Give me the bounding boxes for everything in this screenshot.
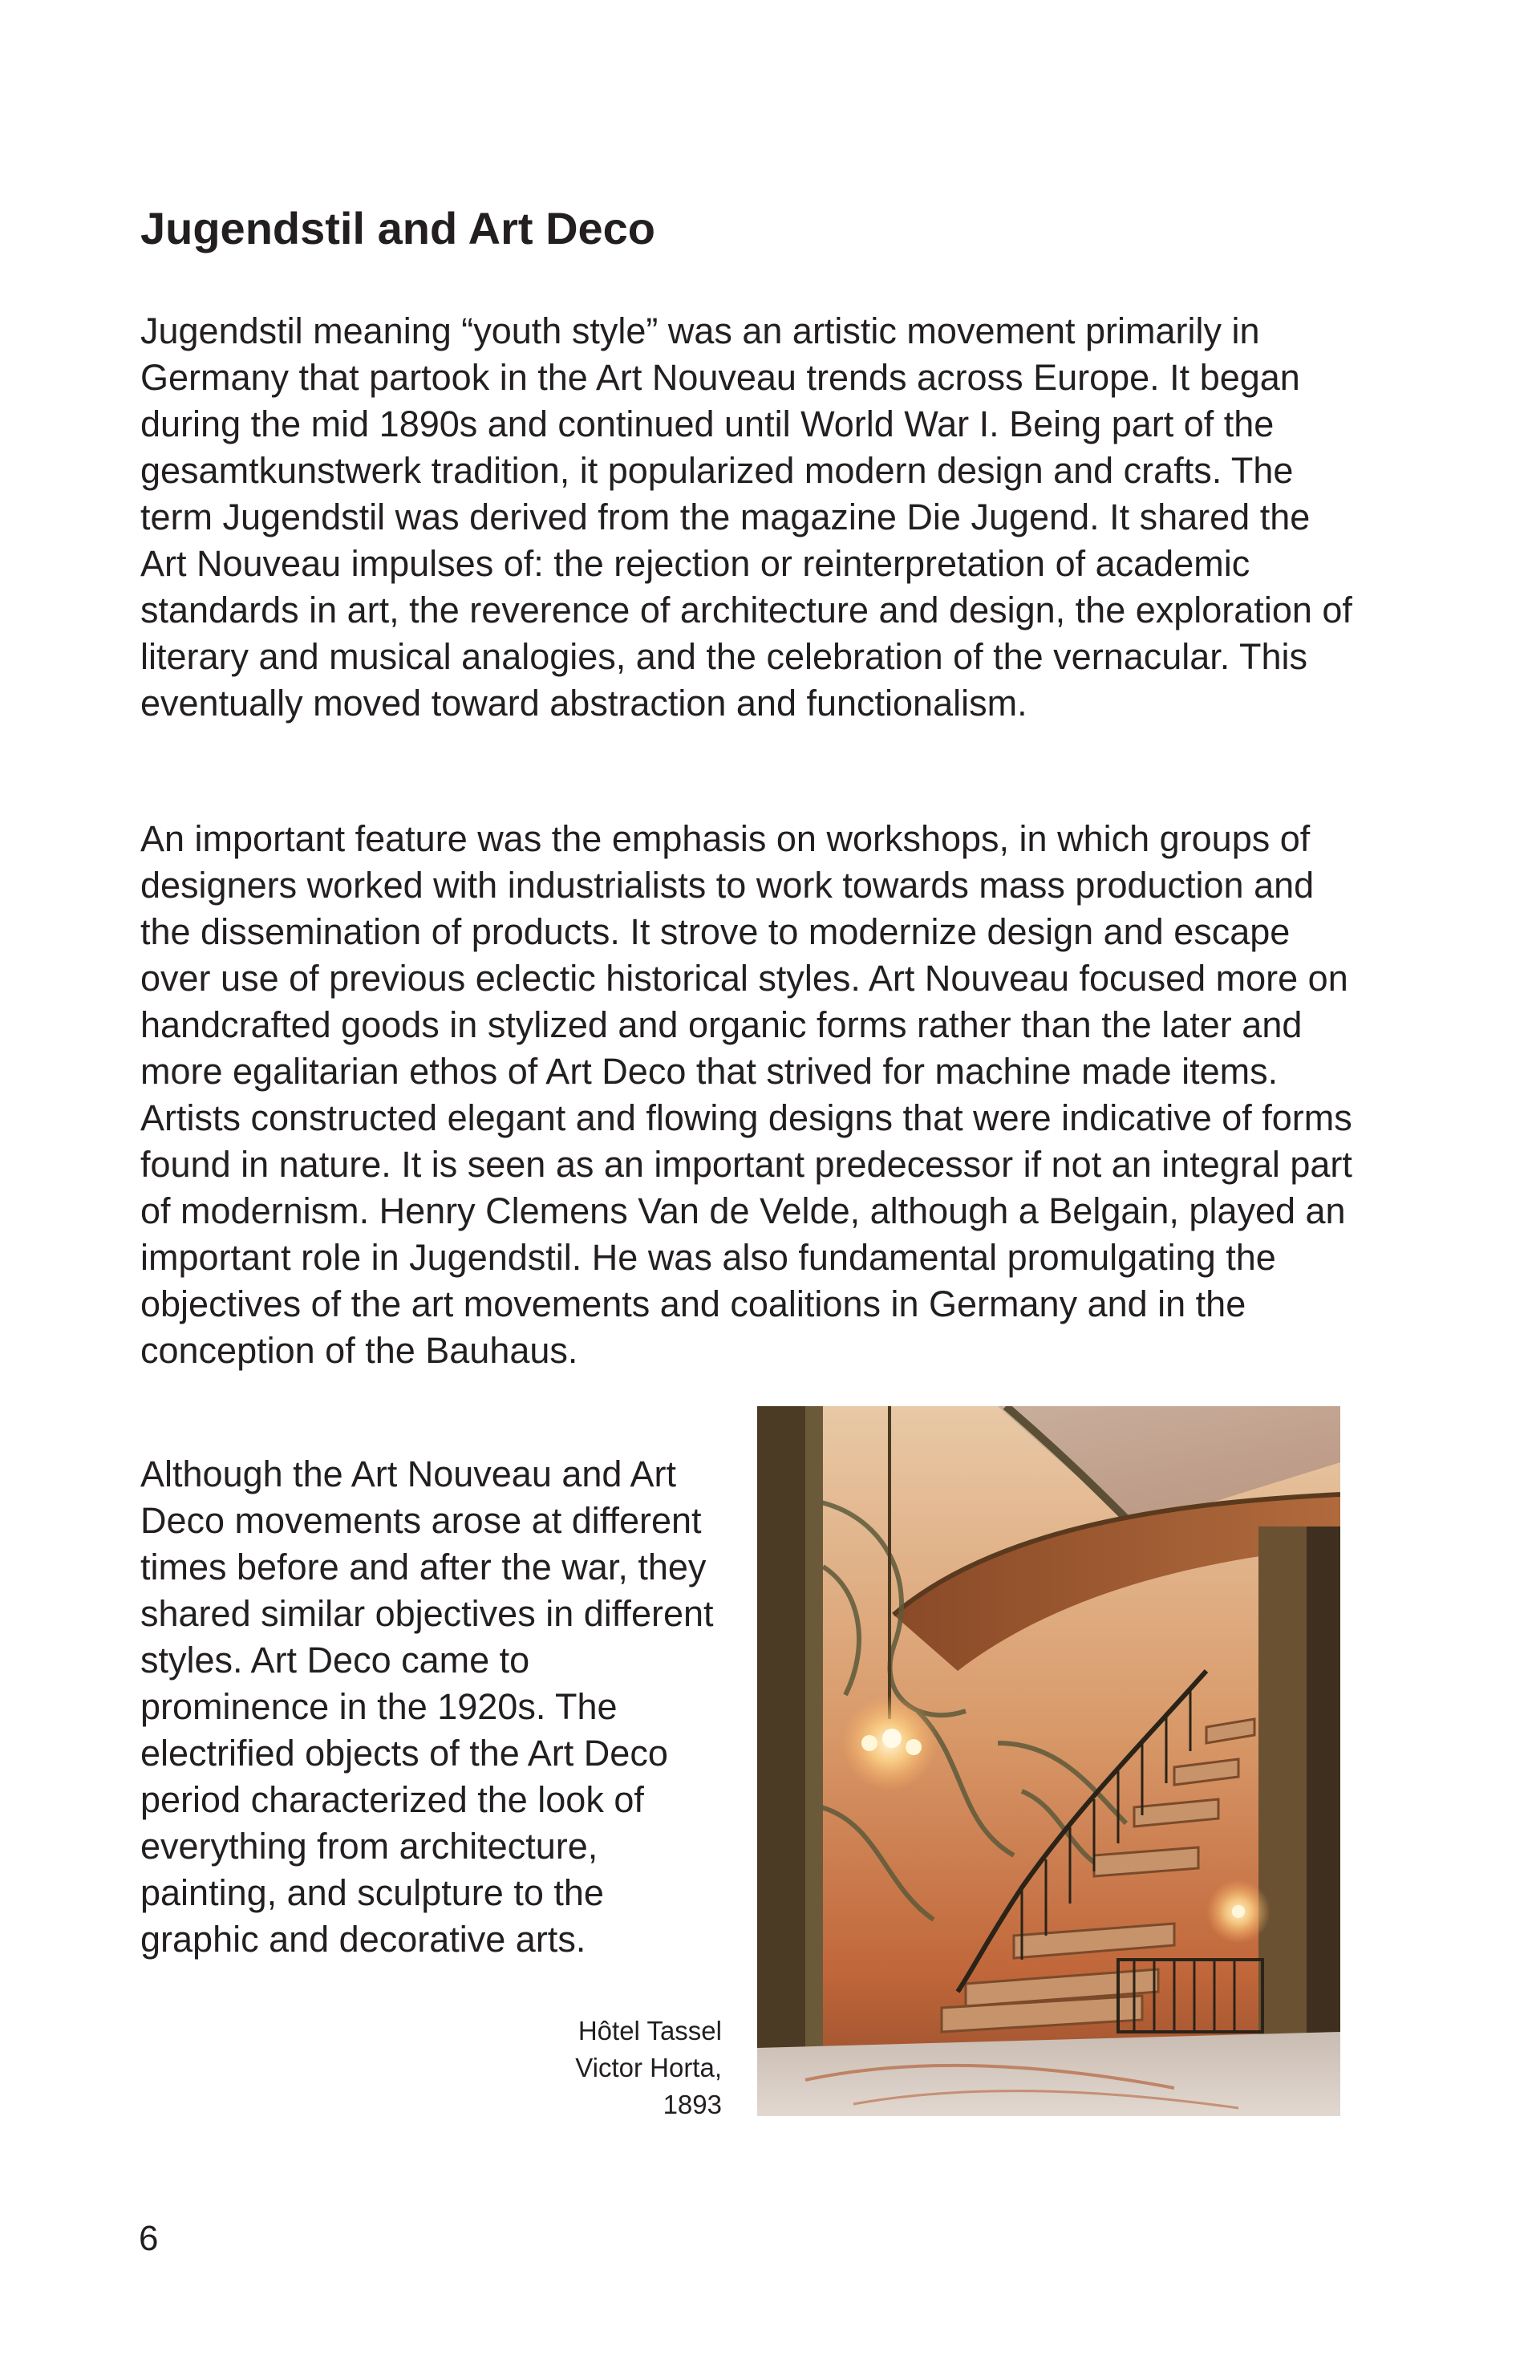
caption-line-year: 1893 (663, 2090, 722, 2119)
photo-caption (481, 2013, 722, 2123)
paragraph-2: An important feature was the emphasis on workshops, in which groups of designers worked with industrialists to work towards mass production and the dissemination of products. It strove to modernize design and escape over use of previous eclectic historical styles. Art Nouveau focused more on handcrafted goods in stylized and organic forms rather than the later and more egalitarian ethos of Art Deco that strived for machine made items. Artists constructed elegant and flowing designs that were indicative of forms found in nature. It is seen as an important predecessor if not an integral part of modernism. Henry Clemens Van de Velde, although a Belgain, played an important role in Jugendstil. He was also fundamental promulgating the objectives of the art movements and coalitions in Germany and in the conception of the Bauhaus. (140, 818, 1352, 1371)
paragraph-1: Jugendstil meaning “youth style” was an artistic movement primarily in Germany that partook in the Art Nouveau trends across Europe. It began during the mid 1890s and continued until World War I. Being part of the gesamtkunstwerk tradition, it popularized modern design and crafts. The term Jugendstil was derived from the magazine Die Jugend. It shared the Art Nouveau impulses of: the rejection or reinterpretation of academic standards in art, the reverence of architecture and design, the exploration of literary and musical analogies, and the celebration of the vernacular. This eventually moved toward abstraction and functionalism. (140, 310, 1352, 724)
page-number: 6 (139, 2219, 159, 2258)
caption-line-architect: Victor Horta, (575, 2053, 722, 2082)
caption-line-building: Hôtel Tassel (578, 2016, 722, 2046)
hotel-tassel-staircase-photo (757, 1406, 1340, 2116)
page-title: Jugendstil and Art Deco (140, 203, 656, 253)
paragraph-3: Although the Art Nouveau and Art Deco movements arose at different times before and after the war, they shared similar objectives in different styles. Art Deco came to prominence in the 1920s. The electrified objects of the Art Deco period characterized the look of everything from architecture, painting, and sculpture to the graphic and decorative arts. (140, 1454, 714, 1960)
